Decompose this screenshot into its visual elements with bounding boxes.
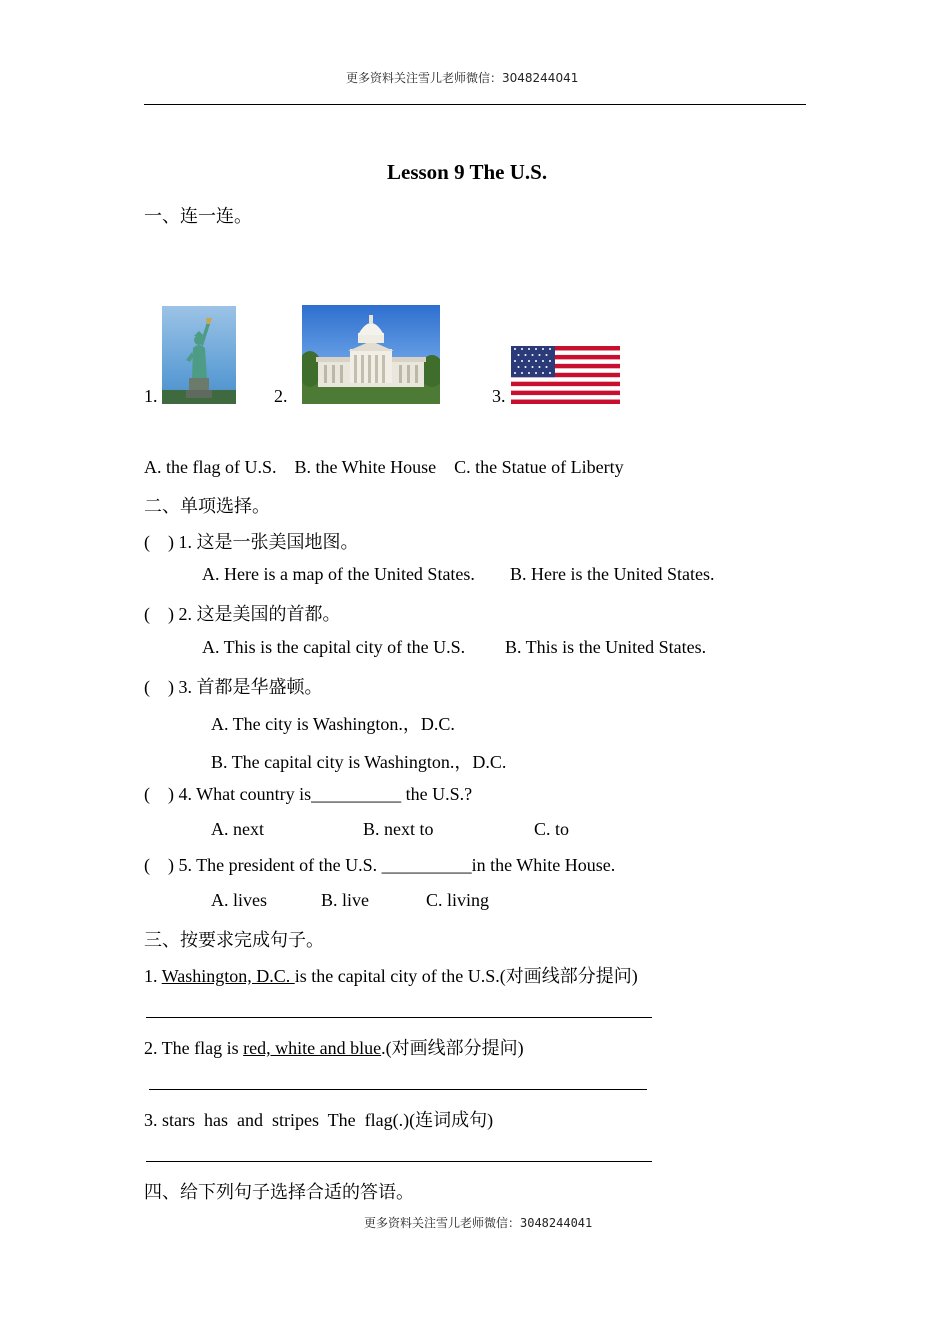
capitol-building-photo xyxy=(302,305,440,404)
question-2-option-b: B. This is the United States. xyxy=(505,637,707,657)
statue-of-liberty-photo xyxy=(162,306,236,404)
question-2-option-a: A. This is the capital city of the U.S. xyxy=(202,637,466,657)
sentence-task-2-prefix: 2. The flag is xyxy=(144,1038,244,1058)
section4-heading: 四、给下列句子选择合适的答语。 xyxy=(144,1182,414,1202)
answer-line-2[interactable] xyxy=(149,1089,647,1090)
question-3-stem: ( ) 3. 首都是华盛顿。 xyxy=(144,677,323,697)
answer-line-1[interactable] xyxy=(146,1017,652,1018)
page-header: 更多资料关注雪儿老师微信：3048244041 xyxy=(346,71,579,85)
sentence-task-1-prefix: 1. xyxy=(144,966,162,986)
question-1-option-a: A. Here is a map of the United States. xyxy=(202,564,475,584)
question-2-stem: ( ) 2. 这是美国的首都。 xyxy=(144,604,341,624)
question-5-option-c: C. living xyxy=(426,890,490,910)
sentence-task-2 xyxy=(144,1034,524,1060)
question-3-option-a: A. The city is Washington.，D.C. xyxy=(211,714,455,734)
sentence-task-3: 3. stars has and stripes The flag(.)(连词成句) xyxy=(144,1110,494,1130)
sentence-task-1-suffix: is the capital city of the U.S.(对画线部分提问) xyxy=(294,966,638,986)
page-footer: 更多资料关注雪儿老师微信：3048244041 xyxy=(364,1216,593,1230)
section3-heading: 三、按要求完成句子。 xyxy=(144,930,324,950)
question-5-stem: ( ) 5. The president of the U.S. __________in the White House. xyxy=(144,855,616,875)
question-4-option-a: A. next xyxy=(211,819,264,839)
question-3-option-b: B. The capital city is Washington.，D.C. xyxy=(211,752,507,772)
section1-heading: 一、连一连。 xyxy=(144,206,252,226)
picture-number-1: 1. xyxy=(144,386,158,406)
matching-options: A. the flag of U.S. B. the White House C. the Statue of Liberty xyxy=(144,457,624,477)
question-1-option-b: B. Here is the United States. xyxy=(510,564,715,584)
question-4-option-b: B. next to xyxy=(363,819,434,839)
sentence-task-2-suffix: .(对画线部分提问) xyxy=(381,1038,524,1058)
question-4-stem: ( ) 4. What country is__________ the U.S.? xyxy=(144,784,473,804)
picture-number-2: 2. xyxy=(274,386,288,406)
sentence-task-1-underlined: Washington, D.C. xyxy=(161,966,295,986)
page-title: Lesson 9 The U.S. xyxy=(387,160,548,184)
question-1-stem: ( ) 1. 这是一张美国地图。 xyxy=(144,532,359,552)
picture-number-3: 3. xyxy=(492,386,506,406)
question-5-option-a: A. lives xyxy=(211,890,267,910)
question-4-option-c: C. to xyxy=(534,819,570,839)
question-5-option-b: B. live xyxy=(321,890,369,910)
sentence-task-2-underlined: red, white and blue xyxy=(243,1038,382,1058)
answer-line-3[interactable] xyxy=(146,1161,652,1162)
us-flag-image xyxy=(511,346,620,404)
section2-heading: 二、单项选择。 xyxy=(144,496,270,516)
header-rule xyxy=(144,104,806,105)
sentence-task-1 xyxy=(144,962,638,988)
